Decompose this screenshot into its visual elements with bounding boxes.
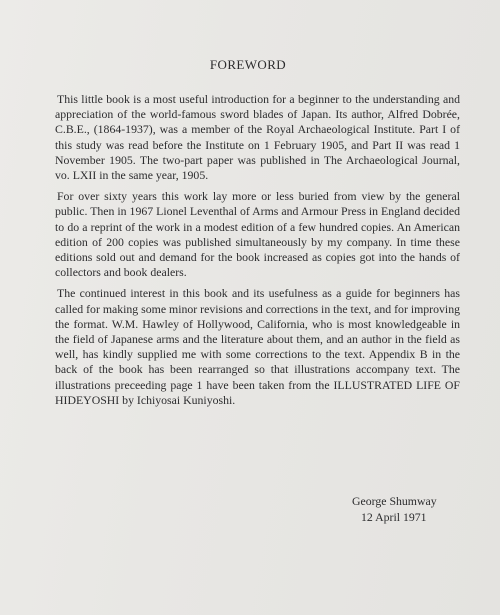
signature-date: 12 April 1971 — [361, 510, 427, 524]
paragraph: For over sixty years this work lay more or less buried from view by the general public. Then in 1967 Lionel Leventhal of Arms and Armour Press in England decided to do a reprint of the work in a modest edition of a few hundred copies. An American edition of 200 copies was published simultaneously by my company. In time these editions sold out and demand for the book increased as copies got into the hands of collectors and book dealers. — [55, 189, 460, 280]
page-title: FOREWORD — [209, 57, 287, 72]
signature-block — [352, 493, 437, 525]
paragraph: The continued interest in this book and its usefulness as a guide for beginners has called for making some minor revisions and corrections in the text, and for improving the format. W.M. Hawley of Hollywood, California, who is most knowledgeable in the field of Japanese arms and the literature about them, and an author in the field as well, has kindly supplied me with some corrections to the text. Appendix B in the back of the book has been rearranged so that illustrations accompany text. The illustrations preceeding page 1 have been taken from the ILLUSTRATED LIFE OF HIDEYOSHI by Ichiyosai Kuniyoshi. — [55, 286, 460, 407]
paragraph: This little book is a most useful introduction for a beginner to the understanding and appreciation of the world-famous sword blades of Japan. Its author, Alfred Dobrée, C.B.E., (1864-1937), was a member of the Royal Archaeological Institute. Part I of this study was read before the Institute on 1 February 1905, and Part II was read 1 November 1905. The two-part paper was published in The Archaeological Journal, vo. LXII in the same year, 1905. — [55, 92, 460, 183]
signature-name: George Shumway — [352, 494, 437, 508]
foreword-body — [55, 92, 460, 414]
